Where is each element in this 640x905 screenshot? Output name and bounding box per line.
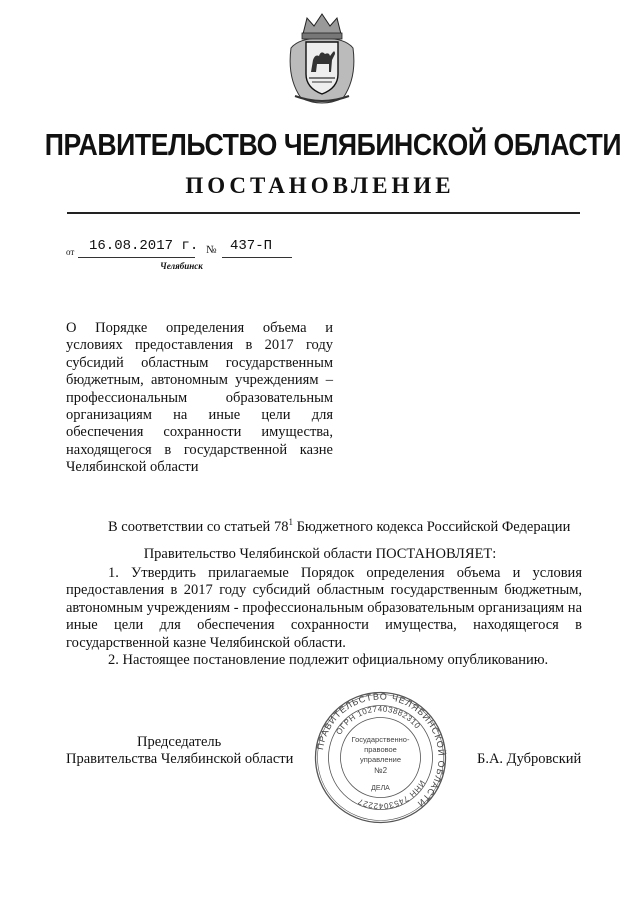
stamp-outer-text: ПРАВИТЕЛЬСТВО ЧЕЛЯБИНСКОЙ ОБЛАСТИ [314, 691, 447, 810]
signatory-title-line-2: Правительства Челябинской области [66, 751, 294, 767]
resolves-line: Правительство Челябинской области ПОСТАНОВЛЯЕТ: [143, 546, 497, 562]
date-prefix-label: от [66, 247, 75, 257]
number-underline [222, 257, 292, 258]
government-title: ПРАВИТЕЛЬСТВО ЧЕЛЯБИНСКОЙ ОБЛАСТИ [44, 127, 622, 162]
stamp-inn-text: ИНН 7453042227 [356, 778, 427, 811]
resolution-item-1: 1. Утвердить прилагаемые Порядок определения объема и условия предоставления в 2017 году субсидий областным государственным бюджетным, автономным учреждениям - профессиональным образовательным организациям на иные цели для обеспечения сохранности имущества, находящегося в государственной казне Челябинской области. [66, 565, 582, 651]
date-underline [78, 257, 195, 258]
preamble [66, 514, 582, 536]
preamble-text-start: В соответствии со статьей 78 [108, 518, 289, 535]
document-type: ПОСТАНОВЛЕНИЕ [185, 173, 455, 198]
preamble-text-end: Бюджетного кодекса Российской Федерации [292, 518, 571, 535]
signatory-title-line-1: Председатель [137, 734, 222, 750]
resolution-items [66, 565, 582, 669]
stamp-inner-line-2: правовое [364, 745, 397, 754]
stamp-inner-line-3: управление [359, 755, 402, 764]
preamble-text [66, 514, 582, 536]
city-name: Челябинск [160, 261, 203, 271]
document-date: 16.08.2017 г. [89, 238, 199, 254]
stamp-ogrn-text: ОГРН 1027403882310 [334, 704, 423, 737]
resolution-item-2: 2. Настоящее постановление подлежит официальному опубликованию. [108, 652, 549, 669]
svg-text:ИНН 7453042227 [356, 779, 426, 811]
subject-text: О Порядке определения объема и условиях предоставления в 2017 году субсидий областным государственным бюджетным, автономным учреждениям – профессиональным образовательным организациям на иные цели для обеспечения сохранности имущества, находящегося в государственной казне Челябинской области [66, 320, 333, 476]
chelyabinsk-coat-of-arms-icon [285, 8, 359, 108]
signatory-name: Б.А. Дубровский [477, 751, 582, 767]
header-divider [67, 212, 580, 214]
number-label: № [206, 244, 217, 256]
stamp-bottom-text: ДЕЛА [371, 785, 390, 792]
official-seal-stamp [313, 690, 448, 825]
article-superscript: 1 [288, 517, 293, 527]
document-number: 437-П [230, 238, 273, 254]
stamp-inner-line-1: Государственно- [351, 735, 410, 744]
stamp-inner-line-4: №2 [373, 766, 388, 775]
document-subject [66, 320, 333, 477]
